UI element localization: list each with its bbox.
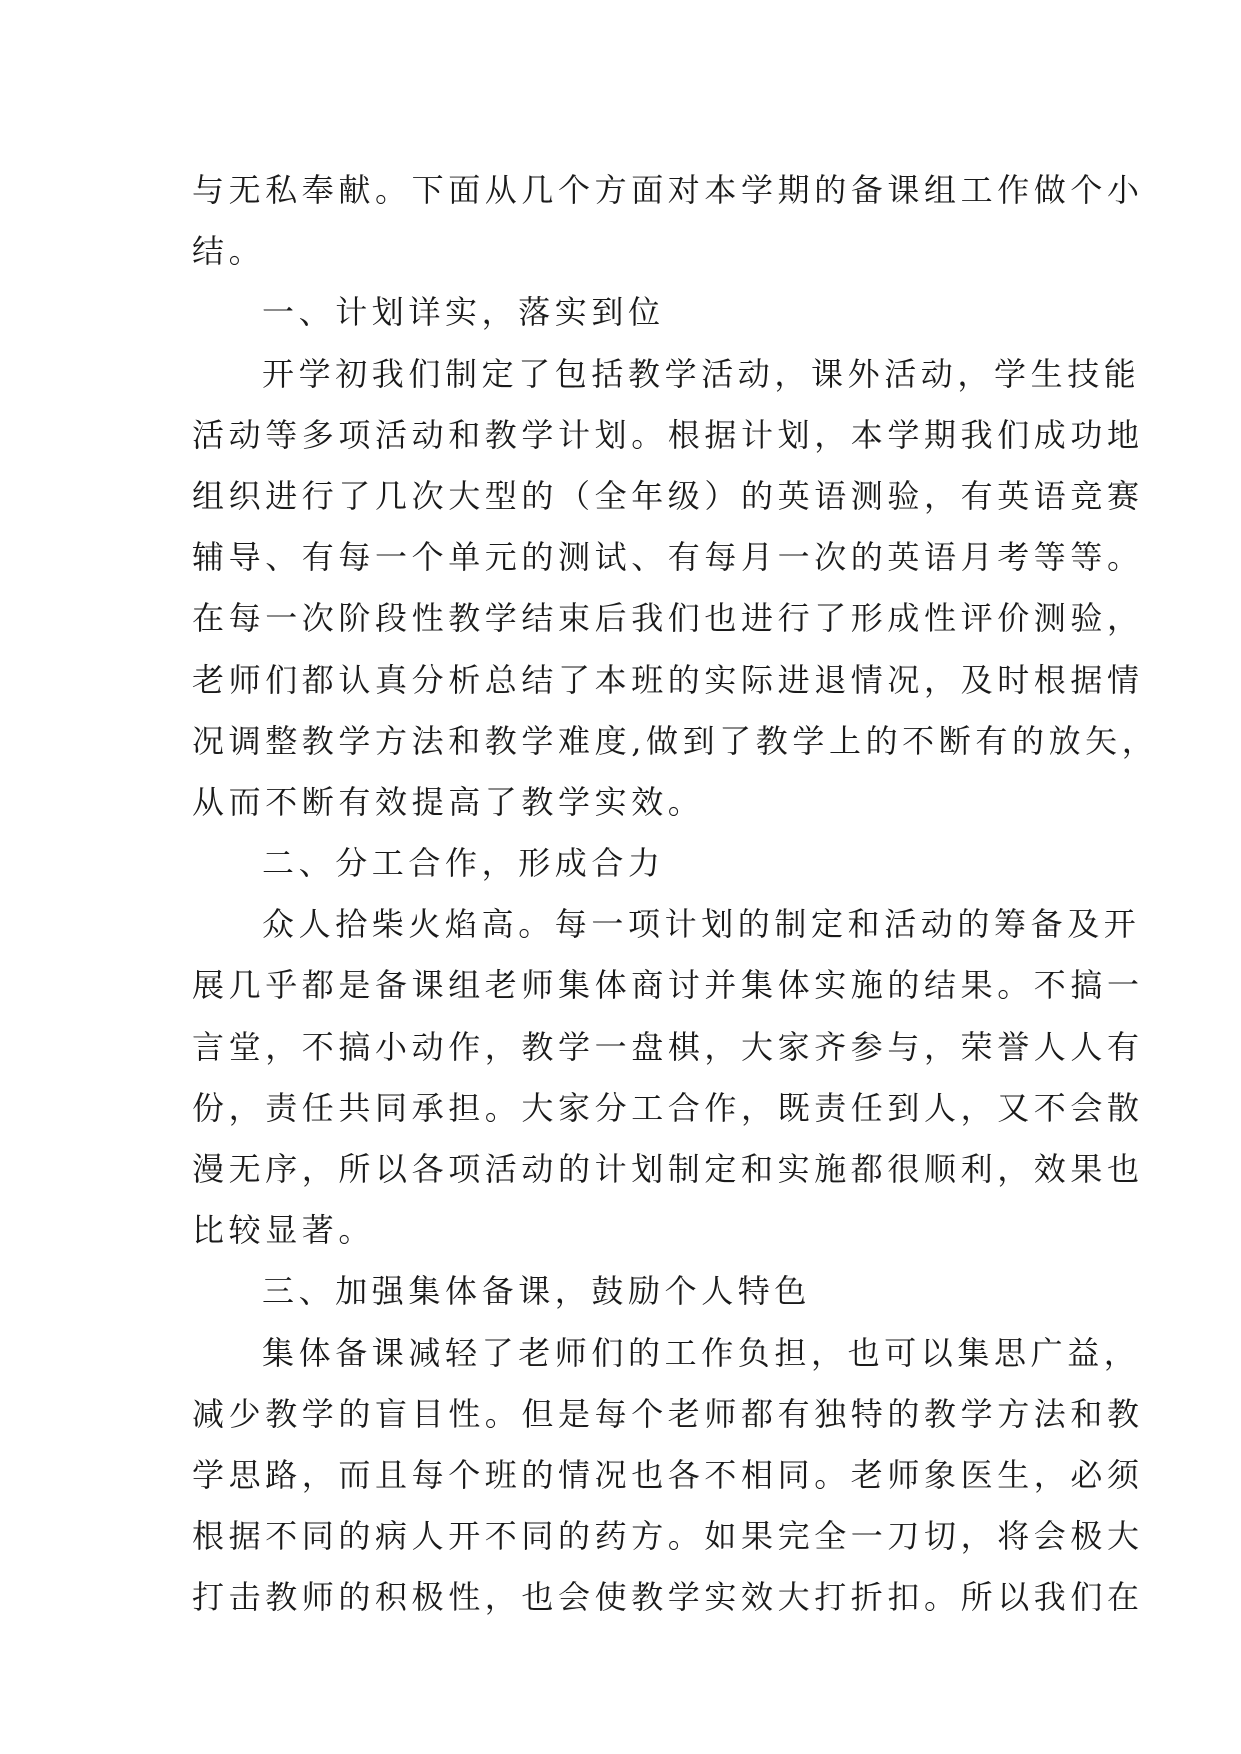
text-line-1: 与无私奉献。下面从几个方面对本学期的备课组工作做个小 xyxy=(192,171,1144,209)
text-line-9: 老师们都认真分析总结了本班的实际进退情况，及时根据情 xyxy=(192,660,1144,699)
document-body xyxy=(192,160,1159,1629)
text-line-18: 比较显著。 xyxy=(192,1211,376,1250)
text-line-8: 在每一次阶段性教学结束后我们也进行了形成性评价测验， xyxy=(192,599,1144,638)
text-line-2: 结。 xyxy=(192,232,266,271)
text-line-4: 开学初我们制定了包括教学活动，课外活动，学生技能 xyxy=(262,354,1141,393)
text-line-10: 况调整教学方法和教学难度,做到了教学上的不断有的放矢， xyxy=(192,721,1159,760)
section-heading-2: 二、分工合作，形成合力 xyxy=(262,844,665,883)
text-line-24: 打击教师的积极性，也会使教学实效大打折扣。所以我们在 xyxy=(192,1578,1144,1617)
text-line-21: 减少教学的盲目性。但是每个老师都有独特的教学方法和教 xyxy=(192,1394,1144,1433)
text-line-11: 从而不断有效提高了教学实效。 xyxy=(192,782,705,821)
text-line-23: 根据不同的病人开不同的药方。如果完全一刀切，将会极大 xyxy=(192,1517,1144,1556)
text-line-5: 活动等多项活动和教学计划。根据计划，本学期我们成功地 xyxy=(192,415,1144,454)
section-heading-1: 一、计划详实，落实到位 xyxy=(262,293,665,332)
text-line-6: 组织进行了几次大型的（全年级）的英语测验，有英语竞赛 xyxy=(192,476,1144,515)
text-line-17: 漫无序，所以各项活动的计划制定和实施都很顺利，效果也 xyxy=(192,1150,1144,1188)
text-line-22: 学思路，而且每个班的情况也各不相同。老师象医生，必须 xyxy=(192,1455,1144,1494)
text-line-16: 份，责任共同承担。大家分工合作，既责任到人，又不会散 xyxy=(192,1088,1144,1127)
text-line-7: 辅导、有每一个单元的测试、有每月一次的英语月考等等。 xyxy=(192,538,1144,577)
text-line-13: 众人拾柴火焰高。每一项计划的制定和活动的筹备及开 xyxy=(262,905,1141,944)
section-heading-3: 三、加强集体备课，鼓励个人特色 xyxy=(262,1272,812,1311)
text-line-20: 集体备课减轻了老师们的工作负担，也可以集思广益， xyxy=(262,1333,1141,1372)
text-line-15: 言堂，不搞小动作，教学一盘棋，大家齐参与，荣誉人人有 xyxy=(192,1027,1144,1066)
text-line-14: 展几乎都是备课组老师集体商讨并集体实施的结果。不搞一 xyxy=(192,966,1144,1005)
